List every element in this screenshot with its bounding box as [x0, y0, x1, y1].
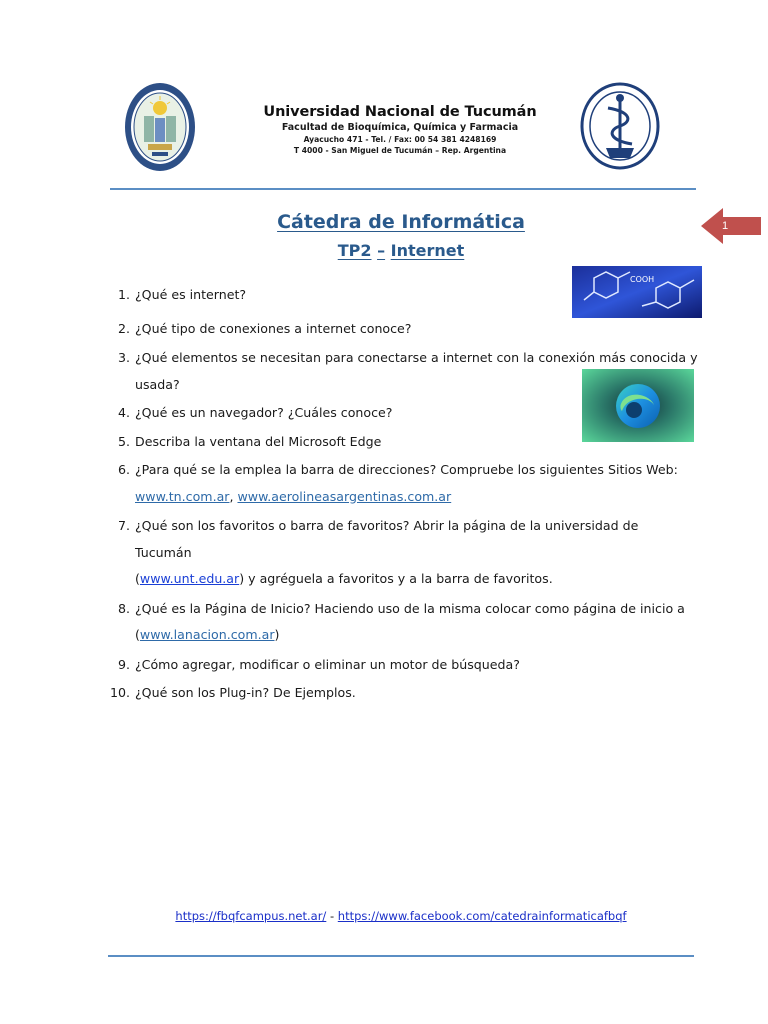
footer-divider: [108, 955, 694, 957]
letterhead: [110, 82, 696, 182]
list-item: [108, 429, 698, 456]
paren-open: (: [135, 627, 140, 642]
list-item-number: 7.: [117, 518, 130, 533]
list-item-text: ¿Cómo agregar, modificar o eliminar un motor de búsqueda?: [135, 656, 520, 672]
link-lanacion[interactable]: www.lanacion.com.ar: [139, 627, 275, 642]
link-tn[interactable]: www.tn.com.ar: [135, 488, 230, 504]
faculty-name: Facultad de Bioquímica, Química y Farmacia: [281, 122, 519, 133]
chem-label: COOH: [630, 275, 655, 284]
list-item: [108, 316, 698, 343]
list-item-text-continued: ) y agréguela a favoritos y a la barra de favoritos.: [239, 571, 553, 586]
letterhead-text: [230, 104, 570, 155]
address-line-2: T 4000 - San Miguel de Tucumán – Rep. Argentina: [293, 146, 507, 155]
list-item: [108, 513, 698, 593]
list-item: [108, 400, 698, 427]
list-item-text: ¿Qué es la Página de Inicio? Haciendo uso de la misma colocar como página de inicio a: [135, 600, 685, 616]
page-title: Cátedra de Informática: [277, 211, 525, 233]
list-item-text: ¿Qué elementos se necesitan para conectarse a internet con la conexión más conocida y: [135, 350, 698, 365]
subtitle-tp: TP2: [337, 241, 372, 260]
footer-link-facebook[interactable]: https://www.facebook.com/catedrainformaticafbqf: [337, 909, 627, 923]
paren-open: (: [135, 571, 140, 586]
university-name: Universidad Nacional de Tucumán: [263, 104, 537, 120]
link-aerolineas[interactable]: www.aerolineasargentinas.com.ar: [237, 488, 452, 504]
link-separator: ,: [229, 488, 238, 504]
link-unt[interactable]: www.unt.edu.ar: [139, 571, 240, 586]
footer-link-campus[interactable]: https://fbqfcampus.net.ar/: [175, 909, 327, 923]
list-item-number: 8.: [117, 600, 130, 616]
subtitle-dash: –: [377, 241, 386, 260]
list-item-number: 4.: [117, 405, 130, 420]
list-item: [108, 457, 698, 510]
list-item-text: ¿Para qué se la emplea la barra de direcciones? Compruebe los siguientes Sitios Web:: [135, 462, 678, 477]
list-item-text-continued: usada?: [135, 376, 180, 392]
list-item-text: ¿Qué es un navegador? ¿Cuáles conoce?: [135, 405, 393, 420]
header-divider: [110, 188, 696, 190]
list-item: [108, 652, 698, 679]
page-number: 1: [722, 220, 729, 232]
paren-close: ): [274, 627, 280, 642]
list-item-number: 10.: [109, 685, 130, 700]
list-item-number: 3.: [117, 350, 130, 365]
list-item-text: ¿Qué son los Plug-in? De Ejemplos.: [135, 685, 356, 700]
page-subtitle: [0, 241, 768, 260]
list-item-number: 9.: [117, 656, 130, 672]
list-item-number: 6.: [117, 462, 130, 477]
page-number-arrow-icon: [701, 206, 761, 246]
list-item-text: ¿Qué son los favoritos o barra de favoritos? Abrir la página de la universidad de Tucumán: [135, 518, 639, 560]
list-item: [108, 596, 698, 649]
subtitle-topic: Internet: [390, 241, 465, 260]
list-item: [108, 680, 698, 707]
footer-links: [0, 909, 768, 923]
footer-separator: -: [326, 909, 338, 923]
list-item: [108, 282, 698, 309]
list-item-number: 2.: [117, 320, 130, 336]
question-list: [108, 282, 698, 707]
faculty-seal-logo: [580, 82, 660, 170]
list-item-text: ¿Qué es internet?: [135, 287, 247, 302]
list-item-number: 5.: [117, 433, 130, 449]
address-line-1: Ayacucho 471 - Tel. / Fax: 00 54 381 4248169: [303, 135, 497, 144]
list-item: [108, 345, 698, 398]
list-item-text: ¿Qué tipo de conexiones a internet conoce?: [135, 320, 412, 336]
list-item-text: Describa la ventana del Microsoft Edge: [135, 433, 382, 449]
list-item-number: 1.: [117, 287, 130, 302]
university-seal-logo: [124, 82, 196, 172]
